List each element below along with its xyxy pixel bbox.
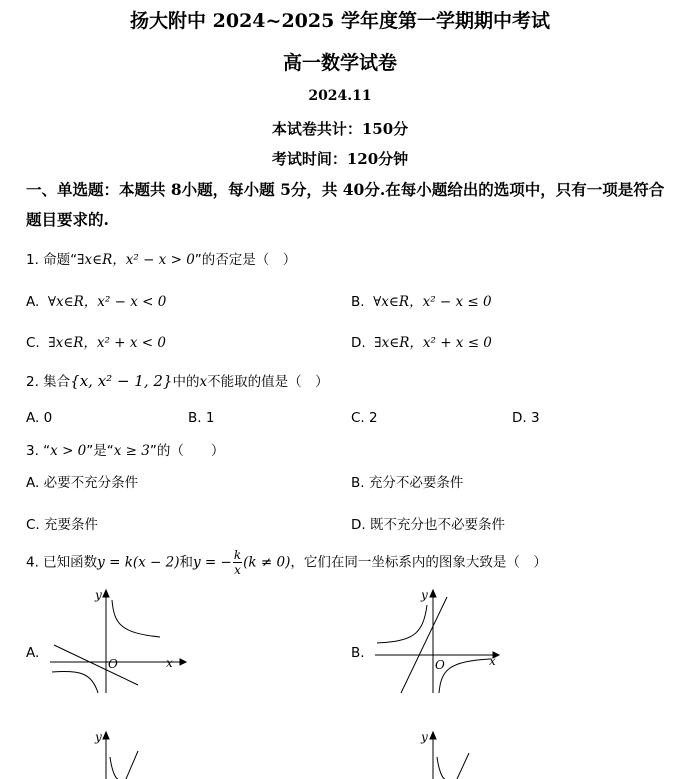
question-1: [26, 248, 296, 268]
q2-option-d: D. 3: [512, 410, 540, 426]
line-graph: [401, 597, 447, 693]
svg-text:y: y: [95, 730, 102, 744]
q4-option-a-label: A.: [26, 645, 40, 661]
svg-text:x: x: [489, 654, 496, 668]
q1-suffix: ”的否定是（ ）: [194, 252, 297, 268]
q3-option-c: C. 充要条件: [26, 517, 99, 533]
svg-text:y: y: [95, 588, 102, 602]
subject-title: 高一数学试卷: [282, 52, 397, 74]
svg-text:O: O: [435, 658, 445, 672]
line-graph: [126, 751, 138, 779]
x-axis-arrow: [180, 659, 186, 665]
q2-option-a: A. 0: [26, 410, 53, 426]
hyperbola-branch-1: [377, 605, 427, 643]
y-axis-arrow: [430, 590, 436, 597]
svg-text:y: y: [421, 588, 428, 602]
svg-text:x: x: [166, 656, 173, 670]
q4-graph-c: [40, 727, 200, 779]
hyperbola-branch-1: [112, 600, 160, 637]
question-2: 2. 集合{x, x² − 1, 2}中的x不能取的值是（ ）: [26, 372, 329, 390]
line-graph: [54, 645, 138, 685]
q3-option-b: B. 充分不必要条件: [351, 475, 464, 491]
q2-option-b: B. 1: [188, 410, 215, 426]
section-heading: 一、单选题：本题共 8小题，每小题 5分，共 40分.在每小题给出的选项中，只有一项是符合题目要求的.: [26, 180, 665, 229]
q1-option-b: B. ∀x∈R，x² − x ≤ 0: [351, 294, 492, 310]
y-axis-arrow: [430, 732, 436, 739]
hyperbola-branch-2: [52, 671, 98, 693]
q4-graph-a: [40, 585, 200, 695]
q1-proposition: ∃x∈R，x² − x > 0: [77, 252, 195, 268]
q4-function-1: y = k(x − 2): [97, 554, 180, 571]
q3-option-a: A. 必要不充分条件: [26, 475, 139, 491]
question-4: 4. 已知函数y = k(x − 2)和y = − $\frac{k}{x}$ (k ≠ 0)，它们在同一坐标系内的图象大致是（ ）: [26, 548, 547, 577]
q4-graph-d: [365, 727, 525, 779]
svg-text:y: y: [421, 730, 428, 744]
q1-number: 1. 命题“: [26, 252, 78, 268]
hyperbola-branch: [437, 757, 445, 779]
q4-function-2: y = −: [193, 554, 232, 571]
y-axis-arrow: [103, 732, 109, 739]
q1-option-a: A. ∀x∈R，x² − x < 0: [26, 294, 167, 310]
exam-time: 考试时间：120分钟: [271, 150, 409, 168]
hyperbola-branch-2: [439, 659, 490, 693]
hyperbola-branch: [110, 757, 118, 779]
exam-date: 2024.11: [308, 88, 372, 104]
q4-fraction: $\frac{k}{x}$: [233, 548, 242, 577]
q4-option-b-label: B.: [351, 645, 365, 661]
total-score: 本试卷共计：150分: [271, 120, 409, 138]
line-graph: [457, 753, 469, 779]
q3-option-d: D. 既不充分也不必要条件: [351, 517, 505, 533]
question-3: 3. “x > 0”是“x ≥ 3”的（ ）: [26, 443, 225, 459]
svg-text:O: O: [108, 657, 118, 671]
y-axis-arrow: [103, 590, 109, 597]
q4-graph-b: [365, 585, 525, 695]
q2-set: {x, x² − 1, 2}: [70, 372, 173, 390]
exam-title: 扬大附中 2024~2025 学年度第一学期期中考试: [130, 10, 550, 32]
q1-option-c: C. ∃x∈R，x² + x < 0: [26, 335, 166, 351]
q1-option-d: D. ∃x∈R，x² + x ≤ 0: [351, 335, 492, 351]
q2-option-c: C. 2: [351, 410, 378, 426]
